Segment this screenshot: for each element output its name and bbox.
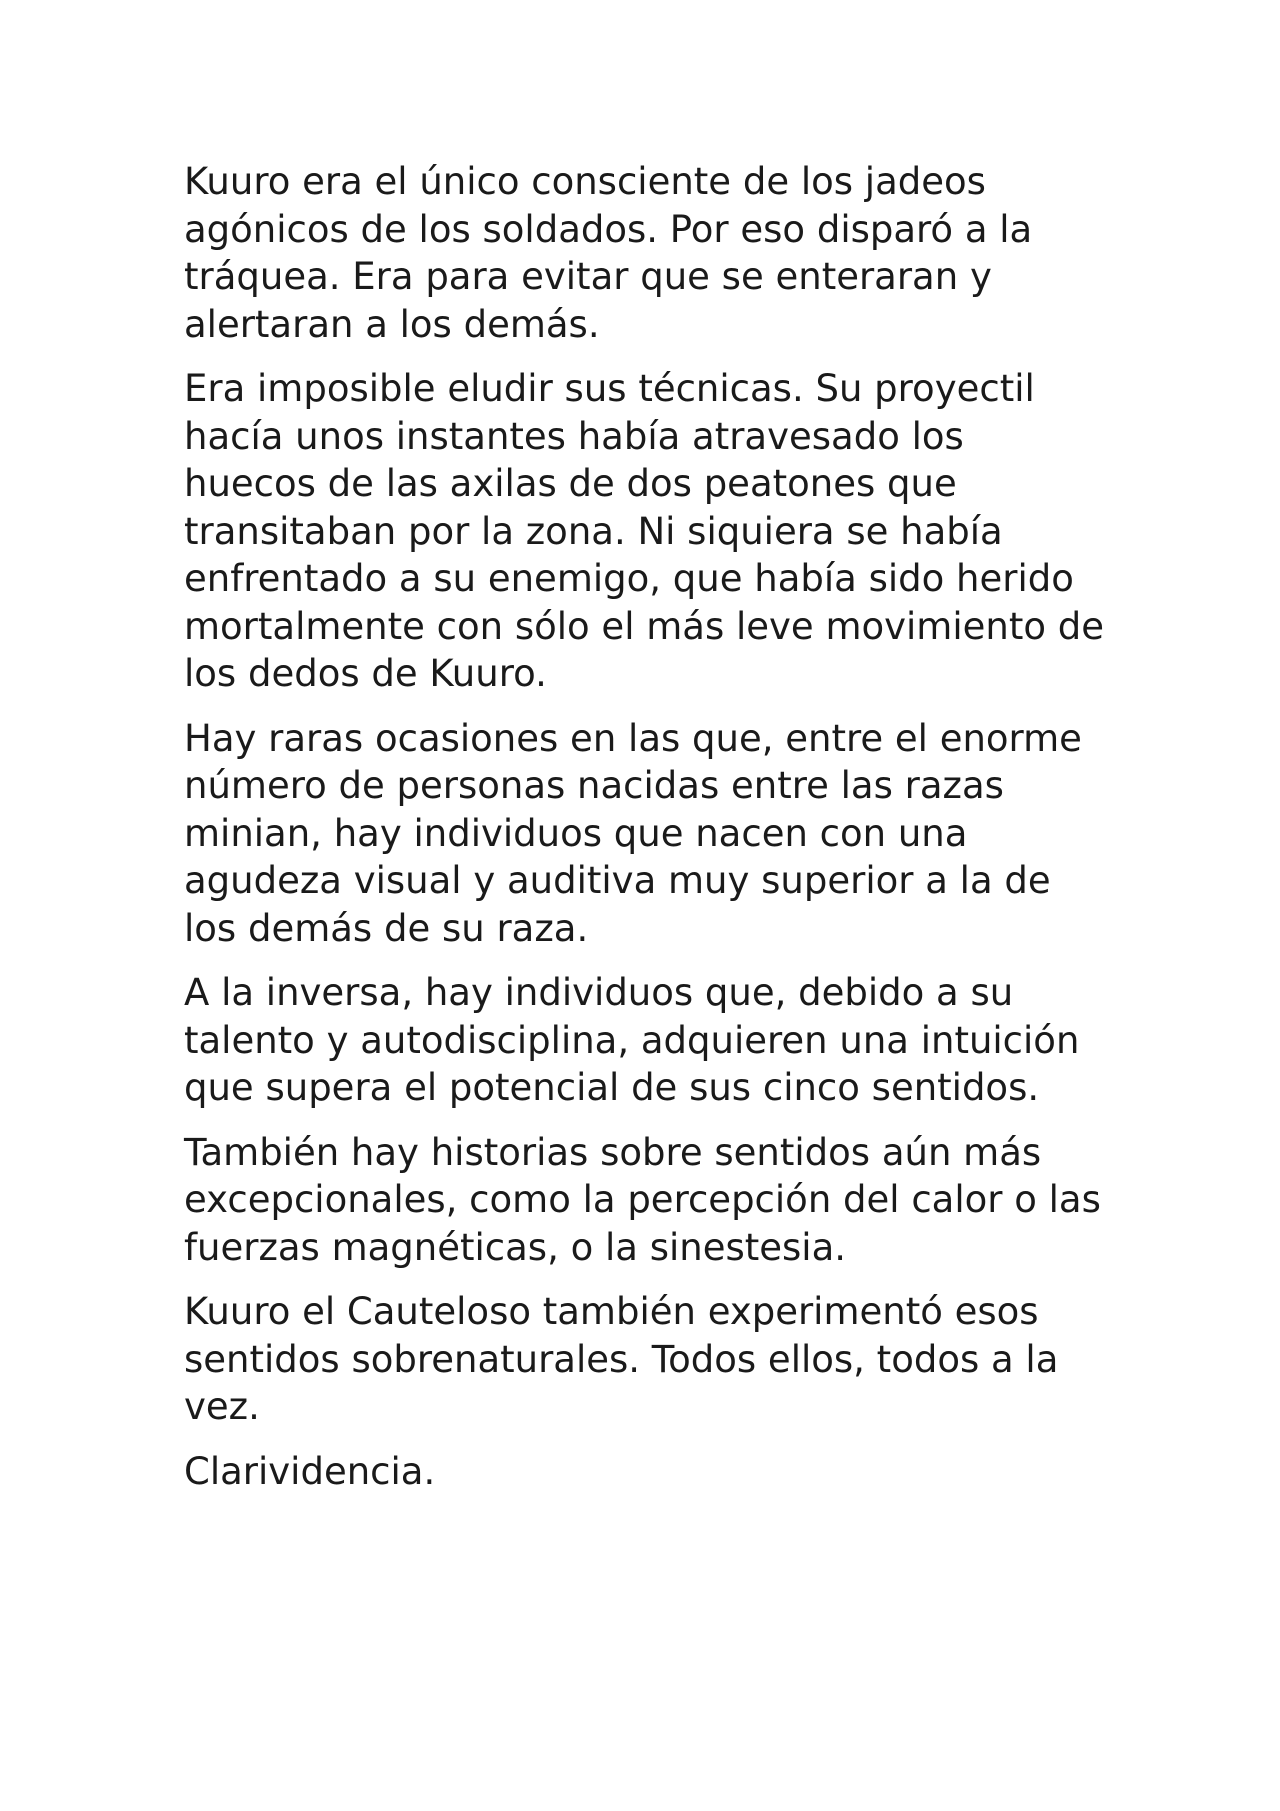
paragraph-1: Kuuro era el único consciente de los jadeos agónicos de los soldados. Por eso disparó a la tráquea. Era para evitar que se enteraran y alertaran a los demás. [184, 160, 1033, 346]
paragraph-2: Era imposible eludir sus técnicas. Su proyectil hacía unos instantes había atravesado los huecos de las axilas de dos peatones que transitaban por la zona. Ni siquiera se había enfrentado a su enemigo, que había sido herido mortalmente con sólo el más leve movimiento de los dedos de Kuuro. [184, 367, 1104, 695]
paragraph-3: Hay raras ocasiones en las que, entre el enorme número de personas nacidas entre las razas minian, hay individuos que nacen con una agudeza visual y auditiva muy superior a la de los demás de su raza. [184, 716, 1082, 950]
paragraph-6: Kuuro el Cauteloso también experimentó esos sentidos sobrenaturales. Todos ellos, todos a la vez. [184, 1290, 1059, 1428]
body-text [184, 158, 1104, 1512]
paragraph-5: También hay historias sobre sentidos aún más excepcionales, como la percepción del calor o las fuerzas magnéticas, o la sinestesia. [184, 1130, 1101, 1269]
paragraph-7: Clarividencia. [184, 1449, 436, 1493]
paragraph-4: A la inversa, hay individuos que, debido a su talento y autodisciplina, adquieren una intuición que supera el potencial de sus cinco sentidos. [184, 971, 1080, 1109]
